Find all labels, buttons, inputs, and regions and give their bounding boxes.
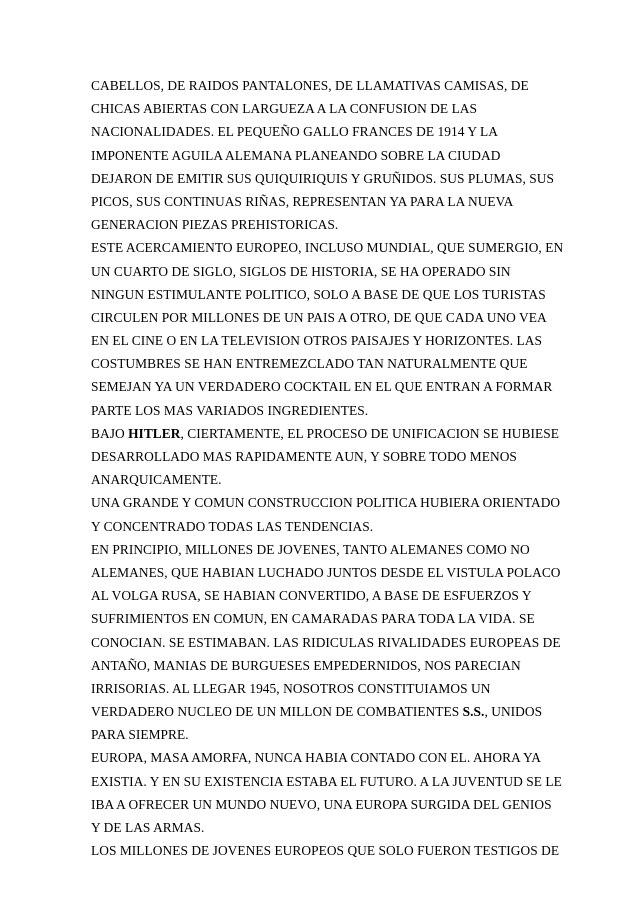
text-line: COSTUMBRES SE HAN ENTREMEZCLADO TAN NATURALMENTE QUE [91,356,528,372]
text-line-hitler [91,422,561,445]
text-line: AL VOLGA RUSA, SE HABIAN CONVERTIDO, A BASE DE ESFUERZOS Y [91,588,532,604]
text-line: EN EL CINE O EN LA TELEVISION OTROS PAISAJES Y HORIZONTES. LAS [91,333,542,349]
text-line: PARTE LOS MAS VARIADOS INGREDIENTES. [91,402,369,418]
text-fragment: , UNIDOS [484,704,543,720]
text-line: CIRCULEN POR MILLONES DE UN PAIS A OTRO, DE QUE CADA UNO VEA [91,309,547,325]
text-line: UNA GRANDE Y COMUN CONSTRUCCION POLITICA HUBIERA ORIENTADO [91,495,561,511]
text-line: NACIONALIDADES. EL PEQUEÑO GALLO FRANCES DE 1914 Y LA [91,124,498,140]
text-line: ANTAÑO, MANIAS DE BURGUESES EMPEDERNIDOS, NOS PARECIAN [91,657,521,673]
text-line: NINGUN ESTIMULANTE POLITICO, SOLO A BASE DE QUE LOS TURISTAS [91,286,546,302]
text-line: EN PRINCIPIO, MILLONES DE JOVENES, TANTO ALEMANES COMO NO [91,541,530,557]
text-line: IMPONENTE AGUILA ALEMANA PLANEANDO SOBRE LA CIUDAD [91,147,501,163]
bold-name-hitler: HITLER [128,425,181,441]
text-line: ESTE ACERCAMIENTO EUROPEO, INCLUSO MUNDIAL, QUE SUMERGIO, EN [91,240,564,256]
bold-abbrev-ss: S.S. [462,704,485,720]
text-line: IBA A OFRECER UN MUNDO NUEVO, UNA EUROPA SURGIDA DEL GENIOS [91,796,552,812]
text-line: SUFRIMIENTOS EN COMUN, EN CAMARADAS PARA TODA LA VIDA. SE [91,611,535,627]
text-line: EXISTIA. Y EN SU EXISTENCIA ESTABA EL FUTURO. A LA JUVENTUD SE LE [91,773,562,789]
text-line: EUROPA, MASA AMORFA, NUNCA HABIA CONTADO CON EL. AHORA YA [91,750,541,766]
text-line: DEJARON DE EMITIR SUS QUIQUIRIQUIS Y GRUÑIDOS. SUS PLUMAS, SUS [91,170,555,186]
text-line-ss [91,700,561,723]
document-body [91,74,564,862]
text-line: UN CUARTO DE SIGLO, SIGLOS DE HISTORIA, SE HA OPERADO SIN [91,263,511,279]
text-line: CHICAS ABIERTAS CON LARGUEZA A LA CONFUSION DE LAS [91,101,478,117]
text-fragment: , CIERTAMENTE, EL PROCESO DE UNIFICACION SE HUBIESE [180,425,559,441]
text-line: CABELLOS, DE RAIDOS PANTALONES, DE LLAMATIVAS CAMISAS, DE [91,78,529,93]
text-line: DESARROLLADO MAS RAPIDAMENTE AUN, Y SOBRE TODO MENOS [91,449,517,464]
text-line: PICOS, SUS CONTINUAS RIÑAS, REPRESENTAN YA PARA LA NUEVA [91,193,514,209]
text-line: PARA SIEMPRE. [91,727,189,743]
text-line: LOS MILLONES DE JOVENES EUROPEOS QUE SOLO FUERON TESTIGOS DE [91,843,560,859]
text-line: IRRISORIAS. AL LLEGAR 1945, NOSOTROS CONSTITUIAMOS UN [91,680,491,696]
text-line: CONOCIAN. SE ESTIMABAN. LAS RIDICULAS RIVALIDADES EUROPEAS DE [91,634,561,650]
text-fragment: BAJO [91,425,129,441]
text-line: Y CONCENTRADO TODAS LAS TENDENCIAS. [91,518,374,534]
text-line: SEMEJAN YA UN VERDADERO COCKTAIL EN EL QUE ENTRAN A FORMAR [91,379,553,395]
text-fragment: VERDADERO NUCLEO DE UN MILLON DE COMBATIENTES [91,704,463,720]
text-line: ALEMANES, QUE HABIAN LUCHADO JUNTOS DESDE EL VISTULA POLACO [91,564,561,580]
text-line: GENERACION PIEZAS PREHISTORICAS. [91,217,339,233]
text-line: ANARQUICAMENTE. [91,472,222,488]
text-line: Y DE LAS ARMAS. [91,820,205,835]
